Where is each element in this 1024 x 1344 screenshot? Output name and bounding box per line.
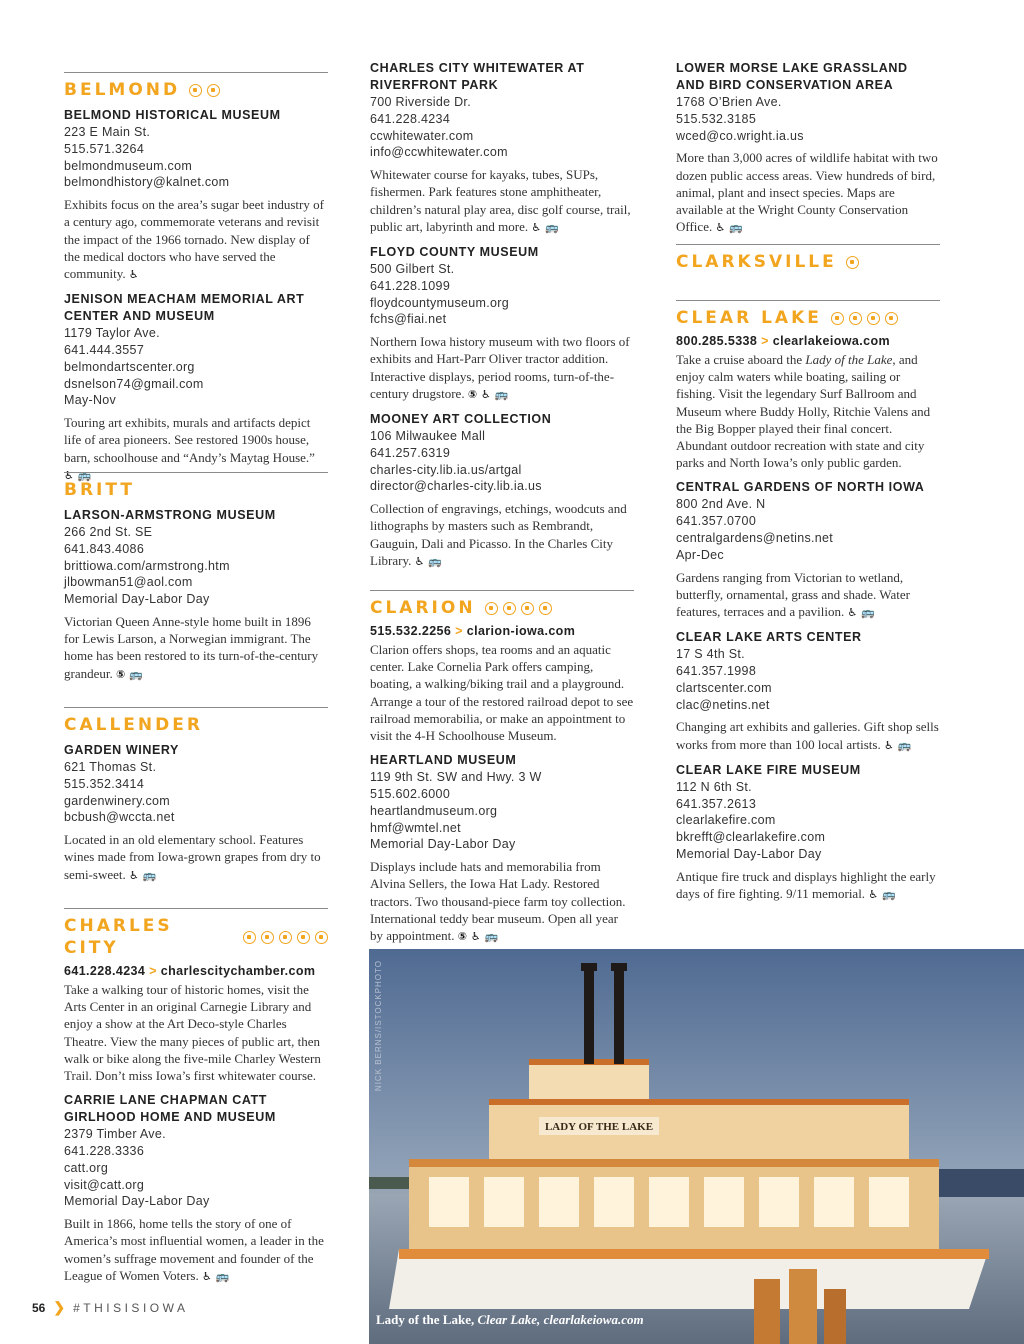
city-heading-charles-city <box>64 915 328 959</box>
britt-section <box>64 472 328 683</box>
accessibility-bus-icon: ♿ 🚌 <box>883 738 912 752</box>
listing-name: CLEAR LAKE FIRE MUSEUM <box>676 762 861 777</box>
key-icon <box>261 931 274 944</box>
listing-email[interactable]: bcbush@wccta.net <box>64 810 175 825</box>
listing-email[interactable]: jlbowman51@aol.com <box>64 575 193 590</box>
listing-phone[interactable]: 515.602.6000 <box>370 787 451 802</box>
listing-phone[interactable]: 641.357.1998 <box>676 664 757 679</box>
city-name: CLARKSVILLE <box>676 252 837 272</box>
listing-description: Built in 1866, home tells the story of one of America’s most influential women, a leader in the women’s suffrage movement and founder of the League of Women Voters. ♿ 🚌 <box>64 1216 324 1283</box>
city-phone[interactable]: 800.285.5338 <box>676 334 758 348</box>
listing-description: Antique fire truck and displays highlight the early days of fire fighting. 9/11 memorial. ♿ 🚌 <box>676 868 936 901</box>
key-icon <box>849 312 862 325</box>
divider <box>64 72 328 73</box>
city-description: Take a walking tour of historic homes, visit the Arts Center in an original Carnegie Library and enjoy a show at the Art Deco-style Charles Theatre. View the many pieces of public art, then walk or bike along the five-mile Charley Western Trail. Don’t miss Iowa’s first whitewater course. <box>64 982 321 1084</box>
accessibility-bus-icon: ♿ 🚌 <box>531 220 559 234</box>
accessibility-bus-icon: ♿ 🚌 <box>128 868 157 882</box>
column-2 <box>370 54 634 570</box>
city-description: Take a cruise aboard the Lady of the Lake, and enjoy calm waters while boating, sailing or fishing. Visit the legendary Surf Ballroom and Museum where Buddy Holly, Ritchie Valens and the Big Bopper played their final concert. Abundant outdoor recreation with state and city parks and North Iowa’s only public garden. <box>676 352 931 471</box>
camping-icon <box>207 84 220 97</box>
column-3 <box>676 54 940 236</box>
listing-name: GARDEN WINERY <box>64 743 179 757</box>
accessibility-bus-icon: ⑤ ♿ 🚌 <box>467 387 509 401</box>
listing-website[interactable]: belmondmuseum.com <box>64 158 193 173</box>
listing-email[interactable]: fchs@fiai.net <box>370 312 447 327</box>
listing-address: 106 Milwaukee Mall <box>370 429 486 443</box>
listing-website[interactable]: clearlakefire.com <box>676 813 776 828</box>
listing-season: May-Nov <box>64 393 117 408</box>
listing-phone[interactable]: 641.843.4086 <box>64 541 145 556</box>
listing-phone[interactable]: 515.352.3414 <box>64 776 145 791</box>
listing-description: Displays include hats and memorabilia from Alvina Sellers, the Iowa Hat Lady. Restored tractors. Two thousand-piece farm toy collection. International teddy bear museum. Open all year by appointment. ⑤ ♿ 🚌 <box>370 859 626 944</box>
hashtag: #THISISIOWA <box>73 1300 189 1315</box>
listing-name: LOWER MORSE LAKE GRASSLAND AND BIRD CONSERVATION AREA <box>676 61 908 92</box>
arrow-icon: > <box>761 334 769 348</box>
city-heading-clarion <box>370 597 634 619</box>
divider <box>64 472 328 473</box>
dining-icon <box>297 931 310 944</box>
listing-phone[interactable]: 641.228.4234 <box>370 111 451 126</box>
listing-description: Victorian Queen Anne-style home built in 1896 for Lewis Larson, a Norwegian immigrant. The home has been restored to its turn-of-the-century grandeur. ⑤ 🚌 <box>64 613 319 681</box>
listing-phone[interactable]: 515.571.3264 <box>64 141 145 156</box>
key-icon <box>189 84 202 97</box>
listing-season: Memorial Day-Labor Day <box>676 847 822 861</box>
listing-email[interactable]: bkrefft@clearlakefire.com <box>676 830 826 845</box>
listing-description: Collection of engravings, etchings, woodcuts and lithographs by masters such as Rembrandt, Gauguin, Dali and Picasso. In the Charles City Library. ♿ 🚌 <box>370 501 627 568</box>
city-heading-callender <box>64 714 328 736</box>
city-contact <box>676 333 940 349</box>
listing-phone[interactable]: 641.257.6319 <box>370 445 451 460</box>
divider <box>64 908 328 909</box>
listing-name: CENTRAL GARDENS OF NORTH IOWA <box>676 480 925 495</box>
arrow-icon: > <box>455 624 463 638</box>
listing-season: Memorial Day-Labor Day <box>64 1194 210 1209</box>
listing-website[interactable]: charles-city.lib.ia.us/artgal <box>370 462 522 477</box>
listing-name: CARRIE LANE CHAPMAN CATT GIRLHOOD HOME AND MUSEUM <box>64 1093 276 1125</box>
listing-name: LARSON-ARMSTRONG MUSEUM <box>64 508 276 522</box>
city-contact <box>64 963 328 979</box>
listing-phone[interactable]: 641.444.3557 <box>64 343 145 357</box>
accessibility-bus-icon: ♿ 🚌 <box>847 606 875 620</box>
golf-icon <box>315 931 328 944</box>
page-number: 56 <box>32 1300 46 1315</box>
arrow-icon: > <box>149 964 157 978</box>
listing-address: 700 Riverside Dr. <box>370 95 471 109</box>
listing-website[interactable]: brittiowa.com/armstrong.htm <box>64 558 230 573</box>
listing-description: Located in an old elementary school. Features wines made from Iowa-grown grapes from dry to semi-sweet. ♿ 🚌 <box>64 832 321 882</box>
city-heading-belmond <box>64 79 328 101</box>
listing-address: 112 N 6th St. <box>676 779 752 794</box>
city-website[interactable]: clarion-iowa.com <box>466 624 576 638</box>
listing-email[interactable]: hmf@wmtel.net <box>370 820 461 835</box>
listing-description: Touring art exhibits, murals and artifacts depict life of area pioneers. See restored 1900s house, barn, schoolhouse and “Andy’s Maytag House.” ♿ 🚌 <box>64 415 315 482</box>
listing-website[interactable]: belmondartscenter.org <box>64 359 195 374</box>
city-contact <box>370 623 634 639</box>
clarksville-section <box>676 244 940 277</box>
listing-email[interactable]: belmondhistory@kalnet.com <box>64 175 230 190</box>
accessibility-bus-icon: ♿ 🚌 <box>868 888 896 901</box>
listing-address: 266 2nd St. SE <box>64 525 153 539</box>
listing-name: JENISON MEACHAM MEMORIAL ART CENTER AND MUSEUM <box>64 292 305 324</box>
clarion-section <box>370 590 634 945</box>
listing-website[interactable]: ccwhitewater.com <box>370 128 474 143</box>
listing-phone[interactable]: 641.357.0700 <box>676 514 757 529</box>
city-phone[interactable]: 641.228.4234 <box>64 964 146 978</box>
city-name: CLARION <box>370 598 476 618</box>
listing-website[interactable]: floydcountymuseum.org <box>370 295 510 310</box>
listing-address: 119 9th St. SW and Hwy. 3 W <box>370 770 542 785</box>
callender-section <box>64 707 328 884</box>
listing-name: BELMOND HISTORICAL MUSEUM <box>64 108 281 122</box>
divider <box>370 590 634 591</box>
page-footer <box>32 1299 189 1316</box>
listing-website[interactable]: gardenwinery.com <box>64 793 171 808</box>
city-heading-clear-lake <box>676 307 940 329</box>
city-description: Clarion offers shops, tea rooms and an aquatic center. Lake Cornelia Park offers camping, boating, a walking/biking trail and a playground. Arrange a tour of the restored railroad depot to see railroad memorabilia, or make an appointment to visit the 4-H Schoolhouse Museum. <box>370 642 634 744</box>
listing-address: 223 E Main St. <box>64 125 151 139</box>
photo-credit: NICK BERNS/ISTOCKPHOTO <box>374 960 383 1092</box>
city-website[interactable]: charlescitychamber.com <box>160 964 316 978</box>
listing-description: Gardens ranging from Victorian to wetland, butterfly, ornamental, grass and shade. Water features, terraces and a pavilion. ♿ 🚌 <box>676 569 910 620</box>
listing-address: 1768 O’Brien Ave. <box>676 95 782 109</box>
city-name: CALLENDER <box>64 715 203 735</box>
listing-address: 17 S 4th St. <box>676 647 745 662</box>
camping-icon <box>279 931 292 944</box>
listing-email[interactable]: director@charles-city.lib.ia.us <box>370 479 542 494</box>
listing-description: More than 3,000 acres of wildlife habitat with two dozen public access areas. View hundreds of bird, animal, plant and insect species. Maps are available at the Wright County Conservation Office. ♿ 🚌 <box>676 150 938 235</box>
accessibility-bus-icon: ♿ 🚌 <box>64 468 92 482</box>
key-icon <box>503 602 516 615</box>
city-heading-britt <box>64 479 328 501</box>
divider <box>676 244 940 245</box>
listing-season: Memorial Day-Labor Day <box>370 837 516 852</box>
listing-phone[interactable]: 641.228.3336 <box>64 1144 145 1159</box>
listing-email[interactable]: dsnelson74@gmail.com <box>64 376 204 391</box>
listing-email[interactable]: wced@co.wright.ia.us <box>676 128 804 143</box>
listing-phone[interactable]: 641.228.1099 <box>370 278 451 293</box>
column-1 <box>64 72 328 484</box>
camping-icon <box>521 602 534 615</box>
accessibility-bus-icon: ♿ 🚌 <box>715 221 743 235</box>
listing-website[interactable]: catt.org <box>64 1160 109 1175</box>
listing-season: Apr-Dec <box>676 547 724 562</box>
accessibility-bus-icon: ⑤ ♿ 🚌 <box>457 930 499 944</box>
city-name: CHARLES CITY <box>64 916 173 958</box>
listing-name: CLEAR LAKE ARTS CENTER <box>676 630 862 645</box>
listing-email[interactable]: visit@catt.org <box>64 1177 145 1192</box>
listing-description: Whitewater course for kayaks, tubes, SUPs, fishermen. Park features stone amphitheater, children’s natural play area, disc golf course, trail, public art, labyrinth and more. ♿ 🚌 <box>370 167 631 234</box>
listing-address: 800 2nd Ave. N <box>676 497 766 512</box>
accessibility-bus-icon: ♿ 🚌 <box>201 1269 230 1283</box>
city-phone[interactable]: 515.532.2256 <box>370 624 452 638</box>
listing-phone[interactable]: 515.532.3185 <box>676 111 757 126</box>
listing-website[interactable]: heartlandmuseum.org <box>370 803 498 818</box>
boat-illustration <box>369 949 1024 1344</box>
city-name: BELMOND <box>64 80 181 100</box>
accessibility-bus-icon: ⑤ 🚌 <box>115 667 143 681</box>
listing-email[interactable]: info@ccwhitewater.com <box>370 145 508 160</box>
golf-icon <box>885 312 898 325</box>
lodging-icon <box>243 931 256 944</box>
listing-name: MOONEY ART COLLECTION <box>370 412 552 426</box>
chevron-right-icon: ❯ <box>53 1299 66 1315</box>
city-name: BRITT <box>64 480 135 500</box>
listing-address: 1179 Taylor Ave. <box>64 326 160 341</box>
listing-website[interactable]: clartscenter.com <box>676 680 772 695</box>
divider <box>676 300 940 301</box>
listing-name: HEARTLAND MUSEUM <box>370 753 517 768</box>
listing-email[interactable]: clac@netins.net <box>676 697 770 712</box>
accessibility-icon: ♿ <box>128 268 139 281</box>
accessibility-bus-icon: ♿ 🚌 <box>414 554 443 568</box>
listing-address: 621 Thomas St. <box>64 760 157 774</box>
listing-address: 2379 Timber Ave. <box>64 1127 166 1142</box>
photo-caption: Lady of the Lake, Clear Lake, clearlakeiowa.com <box>376 1312 644 1327</box>
clear-lake-section <box>676 300 940 903</box>
listing-email[interactable]: centralgardens@netins.net <box>676 531 834 546</box>
listing-description: Exhibits focus on the area’s sugar beet industry of a century ago, commemorate veterans and revisit the impact of the 1966 tornado. New display of the medical doctors who have served the community. ♿ <box>64 197 324 281</box>
charles-city-section <box>64 908 328 1285</box>
lodging-icon <box>831 312 844 325</box>
camping-icon <box>867 312 880 325</box>
city-name: CLEAR LAKE <box>676 308 822 328</box>
divider <box>64 707 328 708</box>
listing-phone[interactable]: 641.357.2613 <box>676 796 757 811</box>
listing-description: Northern Iowa history museum with two floors of exhibits and Hart-Parr Oliver tractor addition. Interactive displays, period rooms, turn-of-the-century drugstore. ⑤ ♿ 🚌 <box>370 334 630 401</box>
camping-icon <box>846 256 859 269</box>
listing-season: Memorial Day-Labor Day <box>64 592 210 607</box>
listing-name: FLOYD COUNTY MUSEUM <box>370 245 539 259</box>
listing-address: 500 Gilbert St. <box>370 262 455 276</box>
boat-sign-text: LADY OF THE LAKE <box>544 1121 654 1133</box>
city-website[interactable]: clearlakeiowa.com <box>772 334 890 348</box>
golf-icon <box>539 602 552 615</box>
lodging-icon <box>485 602 498 615</box>
city-heading-clarksville <box>676 251 940 273</box>
lady-of-the-lake-photo <box>369 949 1024 1344</box>
listing-name: CHARLES CITY WHITEWATER AT RIVERFRONT PARK <box>370 61 585 92</box>
listing-description: Changing art exhibits and galleries. Gift shop sells works from more than 100 local artists. ♿ 🚌 <box>676 719 939 752</box>
